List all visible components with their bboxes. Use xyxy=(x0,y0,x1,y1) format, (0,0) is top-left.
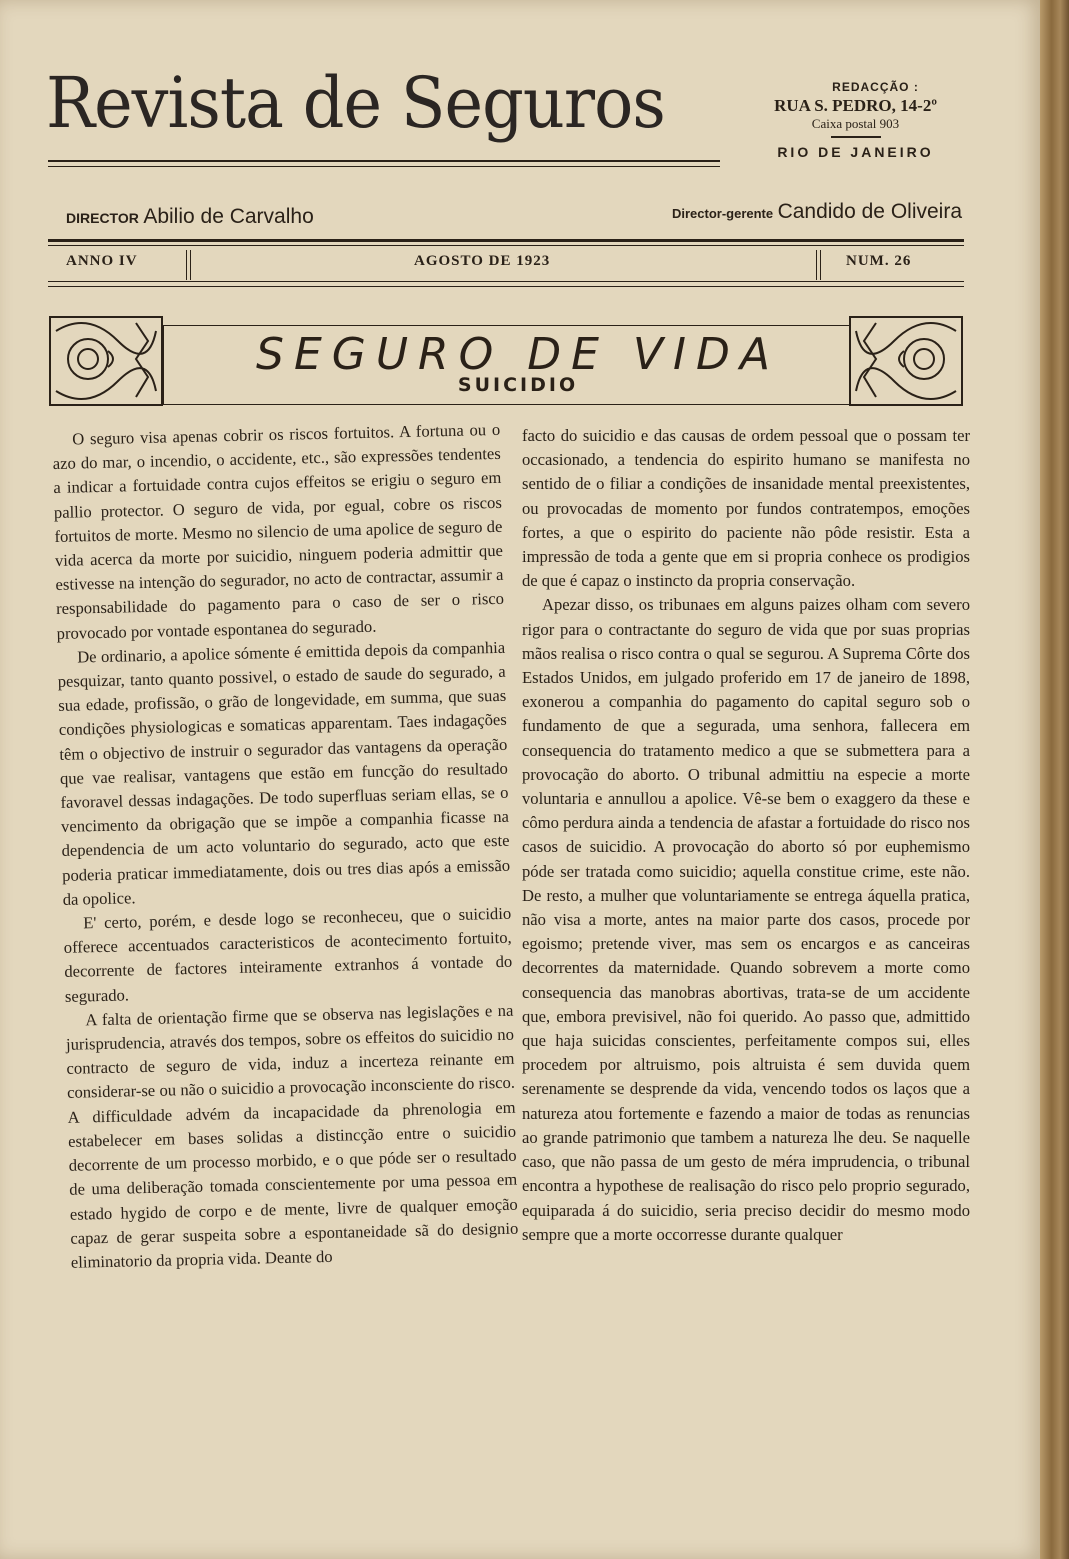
director-name: Abilio de Carvalho xyxy=(143,205,314,228)
redaccao-block xyxy=(748,80,963,160)
director-gerente-label: Director-gerente xyxy=(671,206,774,221)
paragraph: facto do suicidio e das causas de ordem pessoal que o possam ter occasionado, a tendencia do espirito humano se manifesta no sentido de o filiar a condições de insanidade mental preexistentes, ou provocadas de momento por fundos contratempos, emoções fortes, a que o espirito do paciente não pôde resistir. Esta a impressão de toda a gente que em si propria conhece os prodigios de que é capaz o instincto da propria conservação. xyxy=(522,426,970,591)
issue-bar-divider xyxy=(816,250,817,280)
article-column-left xyxy=(52,418,519,1275)
issue-bar-bottom-rule-thin xyxy=(48,286,964,287)
masthead-rule-thin xyxy=(48,166,720,167)
issue-bar-divider xyxy=(186,250,187,280)
paragraph: A falta de orientação firme que se observa nas legislações e na jurisprudencia, através dos tempos, sobre os effeitos do suicidio no contracto de seguro de vida, induz a incerteza reinante em considerar-se ou não o suicidio a provocação inconsciente do risco. A difficuldade advém da incapacidade da phrenologia em estabelecer em bases solidas a distincção entre o suicidio decorrente de um processo morbido, e o que póde ser o resultado de uma deliberação tomada conscientemente por uma pessoa em estado hygido de corpo e de mente, livre de qualquer emoção capaz de gerar suspeita sobre a espontaneidade sã do designio eliminatorio da propria vida. Deante do xyxy=(65,1000,519,1272)
right-ornament-icon xyxy=(848,311,964,411)
article-subtitle: SUICIDIO xyxy=(457,374,579,396)
left-ornament-icon xyxy=(48,311,164,411)
redaccao-street: RUA S. PEDRO, 14-2º xyxy=(774,96,937,115)
paragraph: De ordinario, a apolice sómente é emittida depois da companhia pesquizar, tanto quanto possivel, o estado de saude do segurado, a sua edade, profissão, o grão de longevidade, em summa, que suas condições physiologicas e somaticas apparentam. Taes indagações têm o objectivo de instruir o segurador das vantagens da operação que vae realisar, vantagens que estão em funcção do resultado favoravel dessas indagações. De todo superfluas seriam ellas, se o vencimento da obrigação que se impõe a companhia ficasse na dependencia de um acto voluntario do segurado, acto que este poderia praticar immediatamente, dois ou tres dias após a emissão da opolice. xyxy=(57,637,511,909)
article-banner xyxy=(48,311,964,411)
article-title: SEGURO DE VIDA xyxy=(256,329,780,380)
page-edge xyxy=(1040,0,1069,1559)
issue-date: AGOSTO DE 1923 xyxy=(414,253,551,269)
issue-bar-bottom-rule xyxy=(48,281,964,282)
paragraph: Apezar disso, os tribunaes em alguns paizes olham com severo rigor para o contractante do seguro de vida que por suas proprias mãos realisa o risco contra o qual se segurou. A Suprema Côrte dos Estados Unidos, em julgado proferido em 17 de janeiro de 1898, exonerou a companhia do pagamento do capital seguro sob o fundamento de que a segurada, uma senhora, fallecera em consequencia do tratamento medico a que se submettera para a provocação do aborto. O tribunal admittiu na especie a morte voluntaria e annullou a apolice. Vê-se bem o exaggero da these e cômo perdura ainda a tendencia de afastar a fortuidade do risco nos casos de suicidio. A provocação do aborto só por euphemismo póde ser tratada como suicidio; aquella constitue crime, este não. De resto, a mulher que voluntariamente se entrega áquella pratica, não visa a morte, antes na maior parte dos casos, procede por egoismo; pretende viver, mas sem os encargos e as canceiras decorrentes da maternidade. Quando sobrevem a morte como consequencia das manobras abortivas, trata-se de um accidente que, embora previsivel, não foi querido. Ao passo que, admittido que haja suicidas conscientes, perfeitamente compos sui, elles procedem por altruismo, pois altruista é sem duvida quem serenamente se desprende da vida, vencendo todos os laços que a natureza atou fortemente e fazendo a maior de todas as renuncias ao grande patrimonio que tambem a natureza lhe deu. Se naquelle caso, que não passa de um gesto de méra imprudencia, o tribunal encontra a hypothese de realisação do risco pelo proprio segurado, equiparada á do suicidio, seria preciso decidir do mesmo modo sempre que a morte occorresse durante qualquer xyxy=(522,595,970,1244)
issue-bar-divider xyxy=(820,250,821,280)
issue-number: NUM. 26 xyxy=(846,253,912,269)
issue-bar-divider xyxy=(190,250,191,280)
issue-bar-top-rule xyxy=(48,239,964,242)
redaccao-divider xyxy=(831,136,881,138)
director-line xyxy=(66,205,314,229)
issue-year: ANNO IV xyxy=(66,253,138,269)
redaccao-city: RIO DE JANEIRO xyxy=(777,144,934,160)
masthead-title: Revista de Seguros xyxy=(46,62,665,144)
redaccao-label: REDACÇÃO : xyxy=(832,80,919,94)
paragraph: O seguro visa apenas cobrir os riscos fortuitos. A fortuna ou o azo do mar, o incendio, o accidente, etc., são expressões tendentes a indicar a fortuidade contra cujos effeitos se erigiu o seguro em pallio protector. O seguro de vida, por egual, cobre os riscos fortuitos de morte. Mesmo no silencio de uma apolice de seguro de vida acerca da morte por suicidio, ninguem poderia admittir que estivesse na intenção do segurador, no acto de contractar, assumir a responsabilidade do pagamento para o caso de ser o risco provocado por vontade espontanea do segurado. xyxy=(52,419,505,643)
paragraph: E' certo, porém, e desde logo se reconheceu, que o suicidio offerece accentuados caracteristicos de acontecimento fortuito, decorrente de factores inteiramente extranhos á vontade do segurado. xyxy=(63,903,513,1006)
masthead-rule xyxy=(48,160,720,162)
director-gerente-line xyxy=(672,200,962,224)
redaccao-caixa: Caixa postal 903 xyxy=(811,116,900,131)
director-label: DIRECTOR xyxy=(66,210,139,226)
article-column-right xyxy=(522,424,970,1247)
director-gerente-name: Candido de Oliveira xyxy=(777,200,962,223)
